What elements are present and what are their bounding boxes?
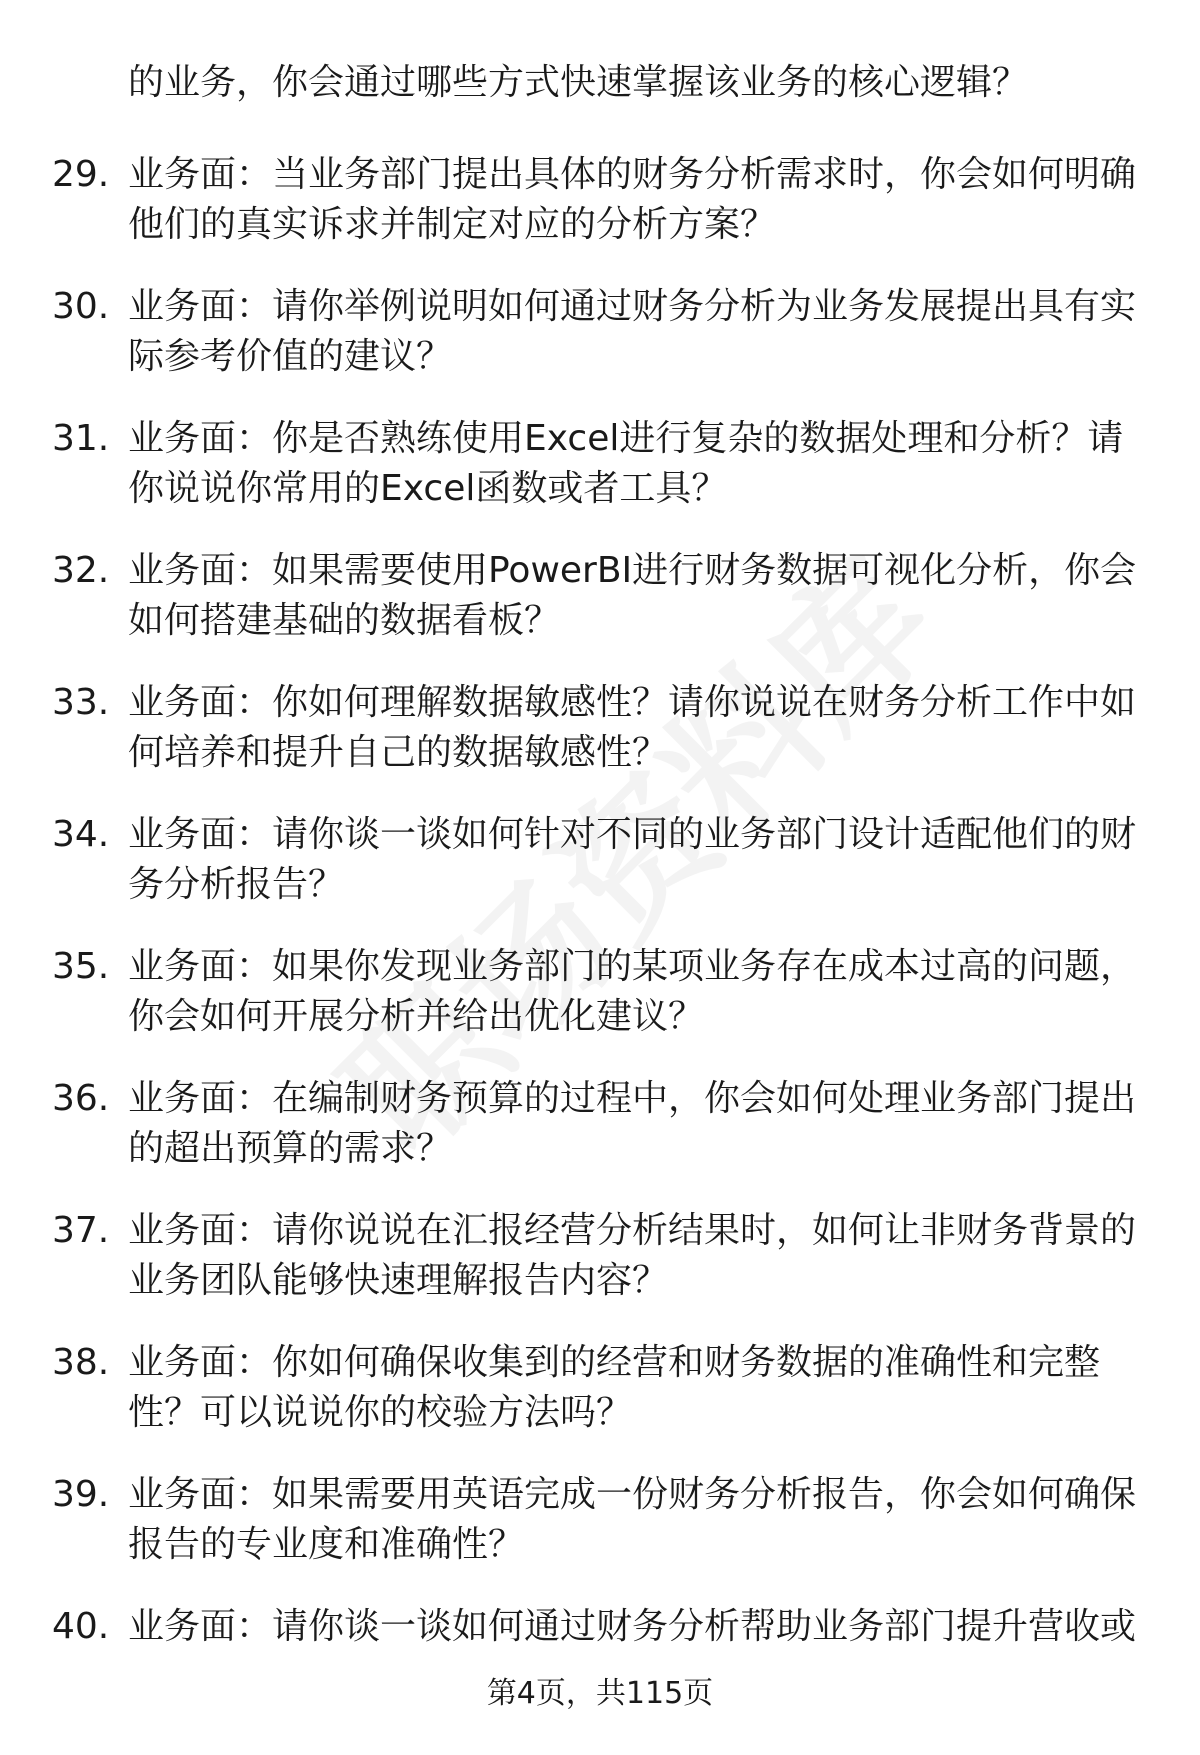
question-text: 业务面：请你说说在汇报经营分析结果时，如何让非财务背景的业务团队能够快速理解报告内容？ [128, 1210, 1137, 1301]
question-number: 30. [52, 286, 110, 327]
question-text: 业务面：请你谈一谈如何针对不同的业务部门设计适配他们的财务分析报告？ [128, 814, 1137, 905]
question-text: 业务面：当业务部门提出具体的财务分析需求时，你会如何明确他们的真实诉求并制定对应的分析方案？ [128, 154, 1137, 245]
question-item [0, 546, 1200, 652]
question-text: 业务面：你是否熟练使用Excel进行复杂的数据处理和分析？请你说说你常用的Excel函数或者工具？ [128, 418, 1124, 509]
question-item [0, 1338, 1200, 1444]
question-text: 业务面：你如何理解数据敏感性？请你说说在财务分析工作中如何培养和提升自己的数据敏感性？ [128, 682, 1137, 773]
question-text: 业务面：如果需要用英语完成一份财务分析报告，你会如何确保报告的专业度和准确性？ [128, 1474, 1137, 1565]
question-item [0, 414, 1200, 520]
question-number: 35. [52, 946, 110, 987]
question-item [0, 678, 1200, 784]
question-number: 36. [52, 1078, 110, 1119]
continued-question-text: 的业务，你会通过哪些方式快速掌握该业务的核心逻辑？ [128, 62, 1029, 103]
question-number: 39. [52, 1474, 110, 1515]
question-text: 业务面：如果需要使用PowerBI进行财务数据可视化分析，你会如何搭建基础的数据看板？ [128, 550, 1137, 641]
question-text: 业务面：如果你发现业务部门的某项业务存在成本过高的问题，你会如何开展分析并给出优化建议？ [128, 946, 1137, 1037]
question-item [0, 1470, 1200, 1576]
question-number: 37. [52, 1210, 110, 1251]
question-number: 31. [52, 418, 110, 459]
question-list [0, 150, 1200, 1734]
page-footer: 第4页，共115页 [486, 1676, 714, 1711]
question-number: 29. [52, 154, 110, 195]
question-number: 38. [52, 1342, 110, 1383]
question-number: 34. [52, 814, 110, 855]
question-number: 32. [52, 550, 110, 591]
question-item [0, 150, 1200, 256]
question-item [0, 282, 1200, 388]
question-item [0, 1206, 1200, 1312]
question-item [0, 1074, 1200, 1180]
question-text: 业务面：在编制财务预算的过程中，你会如何处理业务部门提出的超出预算的需求？ [128, 1078, 1137, 1169]
question-item [0, 810, 1200, 916]
question-number: 33. [52, 682, 110, 723]
question-number: 40. [52, 1606, 110, 1647]
question-item [0, 942, 1200, 1048]
question-text: 业务面：请你谈一谈如何通过财务分析帮助业务部门提升营收或 [128, 1606, 1137, 1647]
question-text: 业务面：请你举例说明如何通过财务分析为业务发展提出具有实际参考价值的建议？ [128, 286, 1137, 377]
question-text: 业务面：你如何确保收集到的经营和财务数据的准确性和完整性？可以说说你的校验方法吗？ [128, 1342, 1101, 1433]
